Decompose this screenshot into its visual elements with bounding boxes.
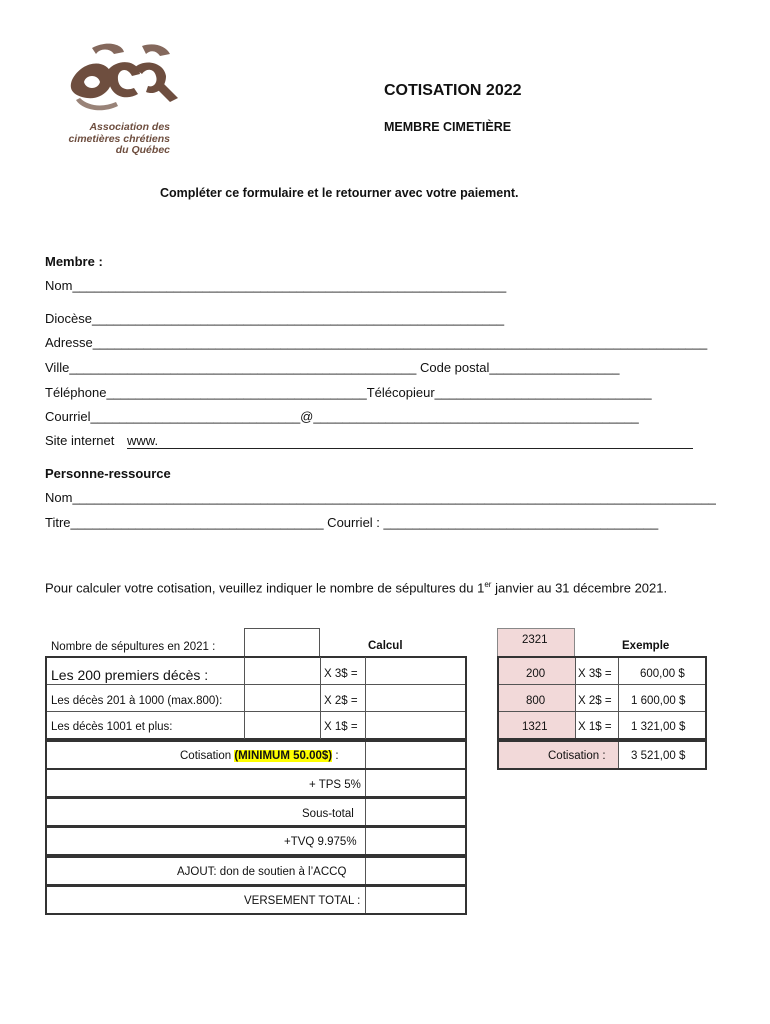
paragraph-text: Pour calculer votre cotisation, veuillez indiquer le nombre de sépultures du 1 — [45, 580, 485, 596]
calc-divider — [365, 770, 366, 796]
row-201-1000-mult: X 2$ = — [324, 695, 358, 707]
row-1001-plus-mult: X 1$ = — [324, 721, 358, 733]
row-201-1000-label: Les décès 201 à 1000 (max.800): — [51, 695, 223, 707]
burials-count-input[interactable] — [244, 628, 320, 657]
example-row-mult: X 2$ = — [578, 695, 612, 707]
calc-divider — [244, 657, 245, 739]
logo-text — [52, 122, 170, 157]
form-instruction: Compléter ce formulaire et le retourner avec votre paiement. — [160, 186, 519, 200]
total-payment-label: VERSEMENT TOTAL : — [244, 895, 361, 907]
member-email-field[interactable]: Courriel_____________________________@_____________________________________________ — [45, 409, 639, 424]
member-website-label: Site internet — [45, 433, 115, 448]
subtotal-label: Sous-total — [302, 808, 354, 820]
tvq-amount-input[interactable] — [367, 828, 464, 854]
member-city-postal-field[interactable]: Ville________________________________________________ Code postal__________________ — [45, 360, 620, 375]
paragraph-text-end: janvier au 31 décembre 2021. — [491, 580, 668, 596]
example-row-qty: 1321 — [522, 721, 548, 733]
member-website-field[interactable] — [127, 433, 693, 449]
example-divider — [499, 711, 705, 712]
logo-emblem-icon — [62, 40, 182, 120]
instruction-paragraph — [45, 580, 667, 595]
calc-divider — [365, 742, 366, 768]
burials-count-label: Nombre de sépultures en 2021 : — [51, 641, 216, 653]
example-divider — [618, 658, 619, 738]
example-heading: Exemple — [622, 640, 670, 652]
row-201-1000-amount-input[interactable] — [367, 686, 464, 710]
row-first-200-label: Les 200 premiers décès : — [51, 667, 209, 683]
example-cotisation-label: Cotisation : — [548, 750, 606, 762]
row-first-200-amount-input[interactable] — [367, 658, 464, 683]
calc-divider — [365, 858, 366, 884]
calc-divider — [320, 657, 321, 739]
paragraph-superscript: er — [484, 580, 492, 589]
tps-label: + TPS 5% — [309, 779, 361, 791]
example-row-amount: 1 321,00 $ — [631, 721, 686, 733]
tps-amount-input[interactable] — [367, 770, 464, 796]
logo-text-line: cimetières chrétiens — [68, 132, 170, 145]
example-divider — [618, 742, 619, 768]
donation-label: AJOUT: don de soutien à l’ACCQ — [177, 866, 347, 878]
cotisation-suffix: : — [332, 750, 339, 762]
cotisation-prefix: Cotisation — [180, 750, 235, 762]
example-row-qty: 800 — [526, 695, 546, 707]
calc-divider — [47, 711, 465, 712]
row-first-200-qty-input[interactable] — [246, 658, 319, 683]
calc-divider — [365, 657, 366, 739]
example-row-mult: X 3$ = — [578, 668, 612, 680]
member-phone-fax-field[interactable]: Téléphone____________________________________Télécopieur______________________________ — [45, 385, 652, 400]
form-subtitle: MEMBRE CIMETIÈRE — [384, 120, 512, 134]
example-row-qty: 200 — [526, 668, 546, 680]
contact-title-email-field[interactable]: Titre___________________________________ Courriel : ______________________________________ — [45, 515, 659, 530]
row-1001-plus-qty-input[interactable] — [246, 713, 319, 737]
cotisation-amount-input[interactable] — [367, 742, 464, 768]
row-1001-plus-label: Les décès 1001 et plus: — [51, 721, 173, 733]
contact-name-field[interactable]: Nom_________________________________________________________________________________________ — [45, 490, 716, 505]
cotisation-label — [180, 750, 339, 762]
calc-divider — [365, 828, 366, 854]
example-row-amount: 1 600,00 $ — [631, 695, 686, 707]
calc-divider — [365, 799, 366, 825]
example-cotisation-amount: 3 521,00 $ — [631, 750, 686, 762]
member-address-field[interactable]: Adresse_____________________________________________________________________________________ — [45, 335, 708, 350]
form-title: COTISATION 2022 — [384, 82, 522, 99]
contact-heading: Personne-ressource — [45, 466, 171, 481]
tvq-label: +TVQ 9.975% — [284, 836, 357, 848]
calcul-heading: Calcul — [368, 640, 403, 652]
member-website-value: www. — [127, 433, 159, 448]
row-201-1000-qty-input[interactable] — [246, 686, 319, 710]
example-divider — [575, 658, 576, 738]
calc-divider — [47, 684, 465, 685]
logo-text-line: Association des — [89, 121, 170, 133]
example-divider — [499, 684, 705, 685]
member-name-field[interactable]: Nom____________________________________________________________ — [45, 278, 507, 293]
cotisation-minimum: (MINIMUM 50.00$) — [234, 750, 333, 762]
subtotal-amount-input[interactable] — [367, 799, 464, 825]
example-row-mult: X 1$ = — [578, 721, 612, 733]
logo-text-line: du Québec — [115, 144, 170, 156]
example-total-value: 2321 — [522, 634, 548, 646]
row-first-200-mult: X 3$ = — [324, 668, 358, 680]
donation-amount-input[interactable] — [367, 858, 464, 884]
total-payment-amount-input[interactable] — [367, 887, 464, 913]
member-diocese-field[interactable]: Diocèse_________________________________________________________ — [45, 311, 505, 326]
example-row-amount: 600,00 $ — [640, 668, 685, 680]
calc-divider — [365, 887, 366, 913]
member-heading: Membre : — [45, 254, 103, 269]
row-1001-plus-amount-input[interactable] — [367, 713, 464, 737]
